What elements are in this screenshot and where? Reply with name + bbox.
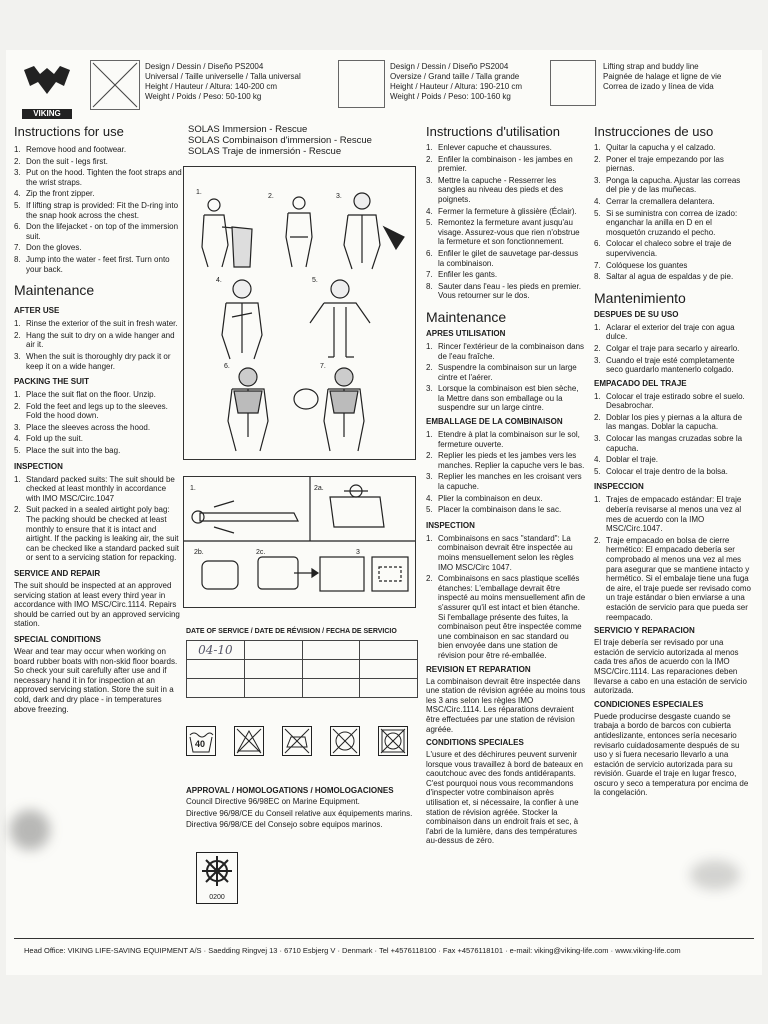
english-service-text: The suit should be inspected at an approved servicing station at least every third year in accordance with IMO MSC/Circ.1114. Repairs should be carried out by an approved servicing station. [14,581,180,629]
packing-illustration-frame [183,476,416,608]
list-number: 6. [426,248,433,258]
footer-head-office: Head Office: VIKING LIFE-SAVING EQUIPMENT A/S · Saedding Ringvej 13 · 6710 Esbjerg V · Denmark · Tel +4576118100 · Fax +4576118101 · e-mail: viking@viking-life.com · www.viking-life.com [24,946,681,955]
french-special-text: L'usure et des déchirures peuvent survenir lorsque vous travaillez à bord de bateaux en caoutchouc avec des fonds antidérapants. C'est pourquoi nous vous recommandons d'inspecter votre combinaison après utilisation et, si nécessaire, la confier à une station de révision agréée. Stocker la combinaison dans un endroit frais et sec, à l'abri de la lumière, dans des températures au-dessus de zéro. [426,750,583,846]
list-number: 5. [594,208,601,218]
list-text: Jump into the water - feet first. Turn onto your back. [26,254,170,274]
english-special-text: Wear and tear may occur when working on board rubber boats with non-skid floor boards. So check your suit carefully after use and if necessary hand it in for inspection at an approved servicing station. Store the suit in a cold, dark and dry place - in temperatures above freezing. [14,646,178,714]
list-number: 8. [426,281,433,291]
list-text: Hang the suit to dry on a wide hanger and air it. [26,330,175,350]
size-universal-text: Design / Dessin / Diseño PS2004 Universal / Taille universelle / Talla universal Height / Hauteur / Altura: 140-200 cm Weight / Poids / Peso: 50-100 kg [145,62,301,101]
list-text: Don the lifejacket - on top of the immersion suit. [26,222,179,241]
list-number: 5. [426,505,433,515]
approval-fr: Directive 96/98/CE du Conseil relative aux équipements marins. [186,808,413,818]
list-text: Don the suit - legs first. [26,156,108,166]
lifting-strap-box [550,60,596,106]
list-item [14,168,182,187]
stain-mark [10,810,50,850]
spanish-column [594,124,752,798]
list-text: Placer la combinaison dans le sac. [438,505,562,515]
no-iron-icon [282,726,312,756]
list-text: Fold the feet and legs up to the sleeves. Fold the hood down. [26,401,168,421]
list-text: Plier la combinaison en deux. [438,493,543,503]
fig-label-6: 6. [224,363,230,370]
list-text: Enfiler la combinaison - les jambes en premier. [438,154,573,174]
english-packing-title: PACKING THE SUIT [14,377,89,387]
french-packing-list [426,430,586,515]
list-text: Put on the hood. Tighten the foot straps and the wrist straps. [26,168,182,187]
list-number: 1. [14,319,21,329]
list-item [426,270,586,280]
list-item [14,319,182,329]
list-number: 7. [594,260,601,270]
no-tumble-dry-icon [378,726,408,756]
list-number: 1. [594,143,601,152]
list-item [594,356,752,375]
list-number: 3. [594,434,601,444]
lifting-strap-text: Lifting strap and buddy line Paignée de halage et ligne de vie Correa de izado y línea de vida [603,62,722,91]
list-number: 7. [426,270,433,280]
list-text: Trajes de empacado estándar: El traje debería revisarse al menos una vez al mes de acuerdo con la IMO MSC/Circ.1047. [606,495,742,534]
list-item [594,143,752,153]
spanish-service-title: SERVICIO Y REPARACION [594,626,695,636]
donning-illustration-frame [183,166,416,460]
list-item [426,282,586,301]
list-item [14,222,182,241]
list-number: 3. [14,168,21,178]
list-text: Sauter dans l'eau - les pieds en premier. Vous retourner sur le dos. [438,281,581,301]
list-item [426,363,586,382]
list-number: 7. [14,243,21,253]
spanish-packing-title: EMPACADO DEL TRAJE [594,378,687,388]
list-text: Colocar las mangas cruzadas sobre la capucha. [606,434,743,453]
list-number: 1. [594,322,601,332]
packing-illustrations [184,477,415,607]
list-item [426,218,586,247]
list-item [426,430,586,449]
fig-label-7: 7. [320,363,326,370]
list-item [14,434,182,444]
spanish-title: Instrucciones de uso [594,124,714,139]
list-text: Replier les pieds et les jambes vers les manches. Replier la capuche vers le bas. [438,451,585,470]
list-number: 3. [14,422,21,432]
fig-label-5: 5. [312,277,318,284]
list-text: Fermer la fermeture à glissière (Éclair). [438,206,577,216]
french-service-title: REVISION ET REPARATION [426,664,531,674]
list-item [14,255,182,274]
list-item [14,243,182,253]
list-text: Don the gloves. [26,243,82,253]
date-of-service-header: DATE OF SERVICE / DATE DE RÉVISION / FECHA DE SERVICIO [186,628,397,635]
list-item [426,155,586,174]
list-item [426,505,586,515]
list-text: Enfiler le gilet de sauvetage par-dessus la combinaison. [438,248,579,268]
stain-mark [690,860,740,890]
list-number: 1. [14,390,21,400]
marine-wheel-mark: 0200 [196,852,238,904]
list-number: 2. [14,330,21,340]
spanish-inspection-list [594,495,752,622]
list-text: Fold up the suit. [26,434,83,444]
english-steps [14,145,182,274]
list-item [594,272,752,282]
french-special-title: CONDITIONS SPECIALES [426,738,524,748]
list-number: 4. [426,493,433,503]
french-packing-title: EMBALLAGE DE LA COMBINAISON [426,417,563,427]
list-item [14,157,182,167]
list-text: Si se suministra con correa de izado: enganchar la anilla en D en el mosquetón cruzando el pecho. [606,208,738,237]
list-item [426,534,586,572]
list-number: 5. [594,466,601,476]
list-text: Place the sleeves across the hood. [26,422,151,432]
service-date-cell: 04-10 [187,641,245,660]
list-number: 2. [426,363,433,373]
approval-en: Council Directive 96/98EC on Marine Equipment. [186,797,360,806]
list-text: Mettre la capuche - Resserrer les sangles au niveau des pieds et des poignets. [438,175,563,204]
list-number: 1. [14,474,21,484]
list-item [14,505,182,563]
list-number: 5. [14,446,21,456]
french-inspection-list [426,534,586,661]
list-number: 6. [594,239,601,249]
size-oversize-box [338,60,385,108]
list-item [594,209,752,238]
list-number: 3. [426,175,433,185]
list-number: 4. [594,196,601,206]
english-inspection-title: INSPECTION [14,461,63,471]
english-packing-list [14,390,182,456]
list-item [426,574,586,660]
donning-illustrations [184,167,415,459]
list-item [426,384,586,413]
fig-label-3: 3. [336,193,342,200]
list-item [426,451,586,470]
list-item [594,239,752,258]
list-item [426,207,586,217]
spanish-packing-list [594,392,752,477]
list-text: Suspendre la combinaison sur un large cintre et l'aérer. [438,363,577,382]
fig-label-4: 4. [216,277,222,284]
list-item [594,536,752,622]
list-number: 2. [426,574,433,584]
list-text: Ponga la capucha. Ajustar las correas del pie y de las muñecas. [606,175,741,195]
list-text: Rincer l'extérieur de la combinaison dans de l'eau fraîche. [438,341,585,361]
approval-title: APPROVAL / HOMOLOGATIONS / HOMOLOGACIONES [186,786,394,795]
list-number: 1. [426,533,433,543]
french-steps [426,143,586,301]
fig-label-2: 2. [268,193,274,200]
list-number: 1. [426,341,433,351]
list-text: Poner el traje empezando por las piernas. [606,154,724,174]
list-item [14,446,182,456]
english-after-use-title: AFTER USE [14,306,60,316]
list-item [14,352,182,371]
english-title: Instructions for use [14,124,124,139]
list-text: Quitar la capucha y el calzado. [606,143,716,152]
list-item [594,455,752,465]
list-number: 4. [14,434,21,444]
list-text: If lifting strap is provided: Fit the D-ring into the snap hook across the chest. [26,200,179,220]
list-number: 2. [594,535,601,545]
list-text: Traje empacado en bolsa de cierre hermético: El empacado debería ser comprobado al menos una vez al mes para asegurar que se mantiene intacto y hermético. Si el embalaje tiene una fuga de aire, el traje puede ser revisado como un traje estándar o bien enviarse a una estación de servicio para que pueda ser reempacado. [606,535,751,622]
list-text: Etendre à plat la combinaison sur le sol, fermeture ouverte. [438,430,580,449]
wash-40-icon: 40 [186,726,216,756]
list-item [594,495,752,533]
french-inspection-title: INSPECTION [426,520,475,530]
pack-label-2c: 2c. [256,549,266,556]
list-number: 3. [426,472,433,482]
spanish-maintenance-title: Mantenimiento [594,289,686,306]
list-text: Remontez la fermeture avant jusqu'au visage. Assurez-vous que rien n'obstrue la fermeture et son fonctionnement. [438,218,580,247]
list-item [14,402,182,421]
spanish-after-use-title: DESPUES DE SU USO [594,309,679,319]
list-number: 4. [594,455,601,465]
list-text: Colocar el traje dentro de la bolsa. [606,466,728,476]
list-number: 1. [426,143,433,152]
footer-rule [14,938,754,939]
list-text: Zip the front zipper. [26,189,95,199]
french-maintenance-title: Maintenance [426,308,507,325]
list-text: Colóquese los guantes [606,260,688,270]
list-number: 8. [594,272,601,282]
list-text: Rinse the exterior of the suit in fresh water. [26,319,178,329]
list-number: 2. [426,154,433,164]
list-text: Replier les manches en les croisant vers la capuche. [438,472,582,492]
list-number: 1. [594,391,601,401]
list-number: 3. [14,351,21,361]
list-number: 2. [594,343,601,353]
french-column [426,124,586,846]
list-number: 5. [14,200,21,210]
list-text: When the suit is thoroughly dry pack it or keep it on a wide hanger. [26,351,171,371]
list-number: 3. [594,175,601,185]
list-number: 8. [14,254,21,264]
fig-label-1: 1. [196,189,202,196]
list-item [594,467,752,477]
english-special-title: SPECIAL CONDITIONS [14,634,101,644]
list-item [426,472,586,491]
list-text: Aclarar el exterior del traje con agua dulce. [606,322,735,342]
english-service-title: SERVICE AND REPAIR [14,569,101,578]
list-text: Combinaisons en sacs plastique scellés étanches: L'emballage devrait être inspecté au moins mensuellement afin de s'assurer qu'il est intact et bien étanche. Si l'emballage présente des fuites, la combinaison peut être inspectée comme une combinaison en sac standard ou bien envoyée dans une station de révision pour être ré-emballée. [438,574,586,660]
list-item [14,145,182,155]
list-item [426,176,586,205]
no-dryclean-icon [330,726,360,756]
list-text: Doblar el traje. [606,455,659,465]
ships-wheel-icon [197,853,237,889]
list-item [426,342,586,361]
viking-logo: VIKING [22,64,72,116]
list-number: 2. [426,451,433,461]
list-item [594,434,752,453]
list-text: Place the suit into the bag. [26,446,121,456]
pack-label-2b: 2b. [194,549,204,556]
french-after-use-list [426,342,586,413]
list-text: Suit packed in a sealed airtight poly bag: The packing should be checked at least monthly to ensure that it is intact and airtight. If the packing is leaking air, the suit can be checked like a standard packed suit or sent to a servicing station for repacking. [26,505,179,563]
list-item [426,494,586,504]
list-item [14,475,182,504]
size-oversize-text: Design / Dessin / Diseño PS2004 Oversize / Grand taille / Talla grande Height / Hauteur / Altura: 190-210 cm Weight / Poids / Peso: 100-160 kg [390,62,523,101]
list-number: 2. [594,154,601,164]
list-item [14,189,182,199]
no-bleach-icon [234,726,264,756]
english-after-use-list [14,319,182,371]
list-item [594,344,752,354]
french-title: Instructions d'utilisation [426,124,560,139]
list-text: Standard packed suits: The suit should be checked at least monthly in accordance with IMO MSC/Circ.1047 [26,474,175,503]
spanish-special-text: Puede producirse desgaste cuando se trabaja a bordo de barcos con cubierta antideslizante, entonces sería necesario revisarlo cuidadosamente después de su uso y si fuera necesario llevarlo a una estación de servicio autorizada para su revisión. Guarde el traje en lugar fresco, oscuro y seco a temperatura por encima de la congelación. [594,711,749,798]
care-symbols [186,726,416,760]
pack-label-3: 3 [356,549,360,556]
pack-label-2a: 2a. [314,485,324,492]
list-text: Cerrar la cremallera delantera. [606,196,715,206]
list-text: Doblar los pies y piernas a la altura de las mangas. Doblar la capucha. [606,412,743,432]
french-service-text: La combinaison devrait être inspectée dans une station de révision agréée au moins tous les 3 ans selon les règles IMO MSC/Circ.1114. Les réparations devraient être effectuées par une station de révision agréée. [426,676,586,734]
date-of-service-table [186,640,418,698]
list-item [594,323,752,342]
list-item [426,249,586,268]
spanish-after-use-list [594,323,752,375]
list-item [594,413,752,432]
approval-section [186,786,418,830]
list-number: 3. [594,355,601,365]
list-text: Colgar el traje para secarlo y airearlo. [606,343,740,353]
list-number: 2. [14,156,21,166]
list-text: Colocar el chaleco sobre el traje de supervivencia. [606,239,732,258]
spanish-service-text: El traje debería ser revisado por una estación de servicio autorizada al menos cada tres años de acuerdo con la IMO MSC/Circ.1114. Las reparaciones deben llevarse a cabo en una estación de servicio autorizada. [594,638,747,696]
list-text: Enfiler les gants. [438,270,498,280]
list-number: 2. [14,401,21,411]
list-number: 2. [14,505,21,515]
list-number: 5. [426,218,433,228]
list-text: Cuando el traje esté completamente seco guardarlo mantenerlo colgado. [606,355,735,375]
list-item [594,261,752,271]
spanish-steps [594,143,752,282]
pack-label-1: 1. [190,485,196,492]
french-after-use-title: APRES UTILISATION [426,328,506,338]
list-item [594,155,752,174]
list-number: 4. [14,189,21,199]
list-text: Place the suit flat on the floor. Unzip. [26,390,156,400]
english-inspection-list [14,475,182,563]
list-text: Remove hood and footwear. [26,145,127,154]
list-number: 3. [426,384,433,394]
list-number: 2. [594,412,601,422]
size-universal-box [90,60,140,110]
approval-es: Directiva 96/98/CE del Consejo sobre equipos marinos. [186,820,383,830]
list-text: Combinaisons en sacs "standard": La combinaison devrait être inspectée au moins mensuellement selon les règles IMO MSC/Circ 1047. [438,533,574,572]
center-title: SOLAS Immersion - Rescue SOLAS Combinaison d'immersion - Rescue SOLAS Traje de inmersión - Rescue [188,124,372,157]
english-maintenance-title: Maintenance [14,282,95,299]
spanish-inspection-title: INSPECCION [594,482,644,492]
list-item [594,176,752,195]
list-item [594,197,752,207]
spanish-special-title: CONDICIONES ESPECIALES [594,699,704,709]
list-item [14,331,182,350]
list-number: 1. [14,145,21,154]
list-item [426,143,586,153]
list-item [14,423,182,433]
list-number: 1. [426,430,433,440]
english-column [14,124,182,714]
list-text: Enlever capuche et chaussures. [438,143,552,152]
list-item [14,201,182,220]
list-number: 6. [14,222,21,232]
list-number: 4. [426,206,433,216]
list-item [14,390,182,400]
list-item [594,392,752,411]
list-text: Saltar al agua de espaldas y de pie. [606,272,734,282]
list-text: Colocar el traje estirado sobre el suelo. Desabrochar. [606,391,745,411]
list-number: 1. [594,495,601,505]
list-text: Lorsque la combinaison est bien sèche, la Mettre dans son emballage ou la suspendre sur un large cintre. [438,384,579,413]
